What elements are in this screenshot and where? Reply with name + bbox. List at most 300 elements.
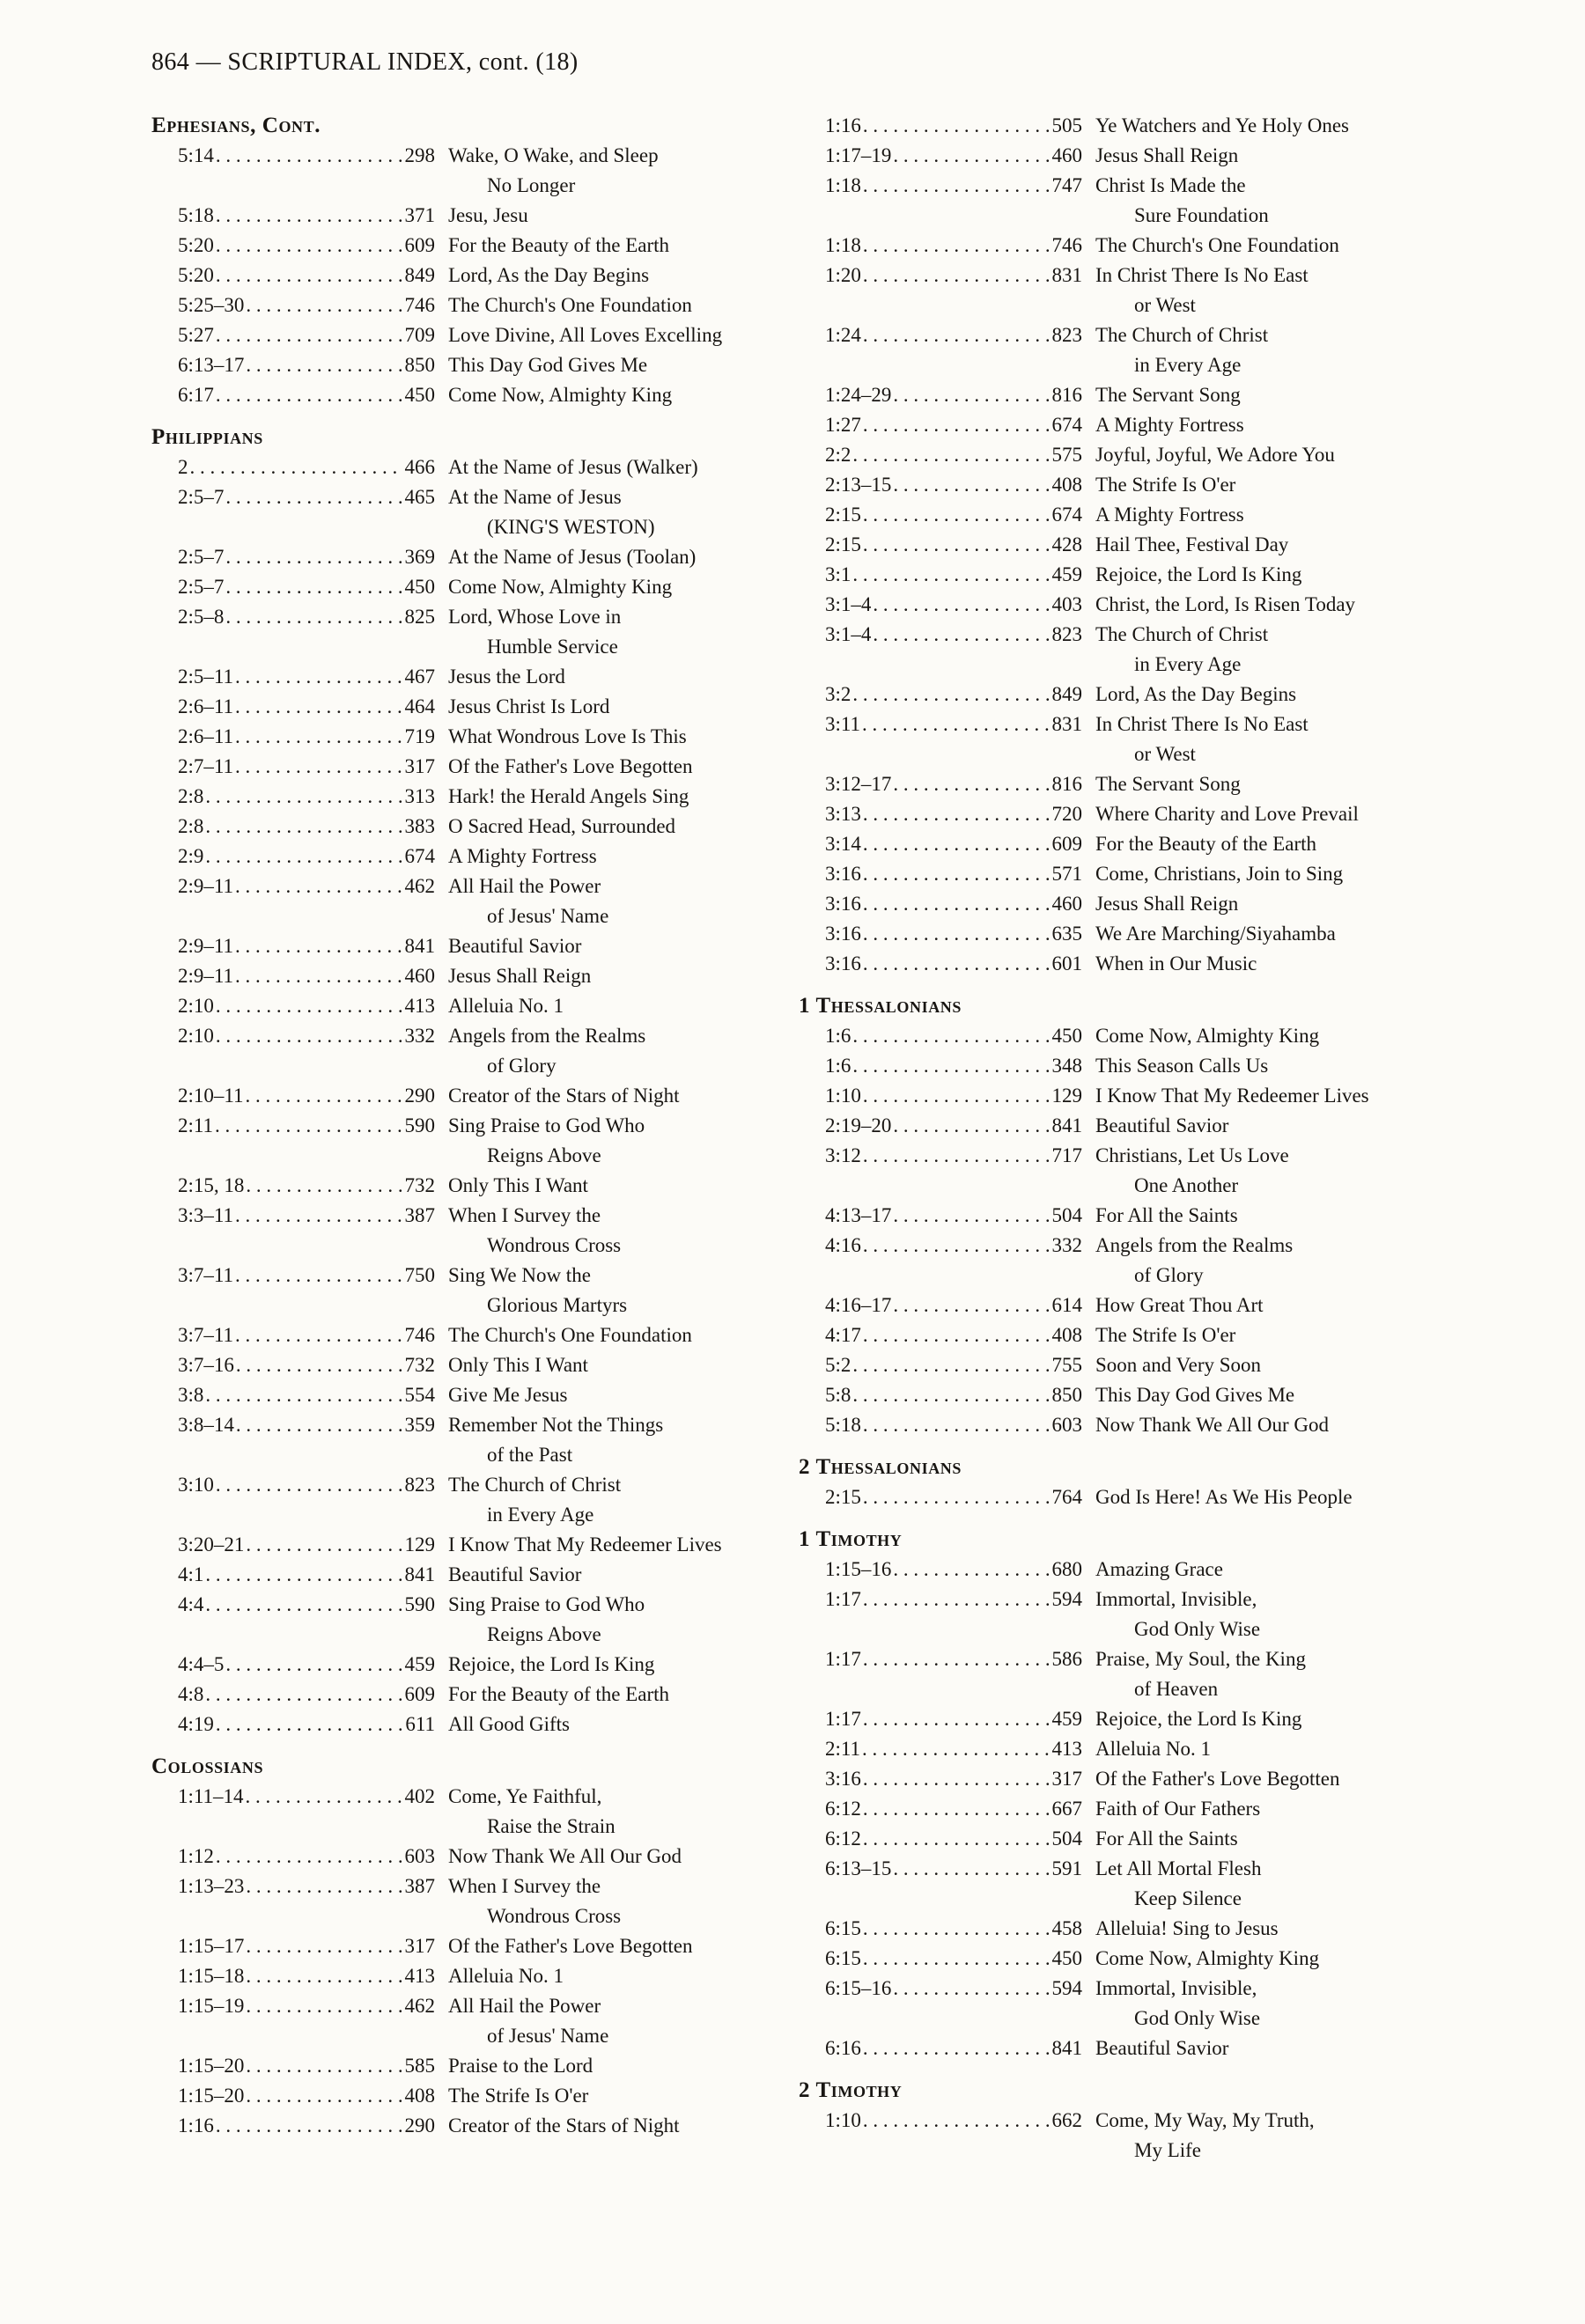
index-entry xyxy=(799,799,1507,829)
verse-reference: 5:18 xyxy=(825,1414,861,1436)
entry-lead xyxy=(825,1704,1082,1734)
entry-lead xyxy=(178,1171,435,1201)
verse-reference: 4:1 xyxy=(178,1563,204,1585)
hymn-title-line: The Strife Is O'er xyxy=(1095,1324,1236,1346)
hymn-title-line: What Wondrous Love Is This xyxy=(448,725,687,747)
index-entry xyxy=(799,859,1507,889)
page-number: 450 xyxy=(404,576,435,598)
index-entry xyxy=(799,470,1507,500)
dot-leader xyxy=(893,1291,1049,1320)
page-number: 369 xyxy=(404,546,435,568)
dot-leader xyxy=(863,1944,1050,1974)
hymn-title-line: Remember Not the Things xyxy=(448,1414,664,1436)
entry-lead xyxy=(825,1021,1082,1051)
entry-lead xyxy=(825,1410,1082,1440)
hymn-title-line: Of the Father's Love Begotten xyxy=(448,755,693,777)
index-column-right xyxy=(799,111,1507,2166)
index-entry xyxy=(799,710,1507,769)
verse-reference: 2:7–11 xyxy=(178,755,234,777)
hymn-title-line: Christians, Let Us Love xyxy=(1095,1144,1289,1166)
dot-leader xyxy=(863,410,1050,440)
dot-leader xyxy=(235,961,402,991)
hymn-title-line: Christ Is Made the xyxy=(1095,174,1246,196)
dot-leader xyxy=(216,1021,402,1051)
hymn-title xyxy=(448,231,778,261)
index-entry xyxy=(151,201,778,231)
hymn-title-line: When I Survey the xyxy=(448,1204,601,1226)
dot-leader xyxy=(236,1410,402,1440)
page-number: 825 xyxy=(404,606,435,628)
entry-lead xyxy=(178,1410,435,1440)
hymn-title xyxy=(448,1590,778,1650)
verse-reference: 3:14 xyxy=(825,833,861,855)
entry-lead xyxy=(178,261,435,290)
entry-lead xyxy=(825,440,1082,470)
dot-leader xyxy=(225,1650,402,1680)
page-number: 750 xyxy=(404,1264,435,1286)
entry-lead xyxy=(825,1081,1082,1111)
hymn-title-line: This Day God Gives Me xyxy=(1095,1384,1295,1406)
verse-reference: 2:5–11 xyxy=(178,666,234,688)
page-number: 298 xyxy=(404,144,435,166)
hymn-title-line: Come Now, Almighty King xyxy=(448,384,673,406)
hymn-title-line: A Mighty Fortress xyxy=(1095,504,1244,526)
page-number: 823 xyxy=(1051,324,1082,346)
hymn-title xyxy=(448,542,778,572)
hymn-title-line: At the Name of Jesus (Toolan) xyxy=(448,546,697,568)
index-entry xyxy=(799,1380,1507,1410)
entry-lead xyxy=(825,1051,1082,1081)
dot-leader xyxy=(225,542,402,572)
hymn-title-line: of the Past xyxy=(487,1444,573,1466)
hymn-title-line: Jesus Shall Reign xyxy=(448,965,592,987)
index-entry xyxy=(799,2034,1507,2063)
index-entry xyxy=(151,1842,778,1872)
page-number: 674 xyxy=(404,845,435,867)
dot-leader xyxy=(893,470,1049,500)
hymn-title xyxy=(1095,470,1507,500)
hymn-title-line: Angels from the Realms xyxy=(1095,1234,1294,1256)
index-entry xyxy=(799,410,1507,440)
entry-lead xyxy=(825,560,1082,590)
entry-lead xyxy=(178,452,435,482)
entry-lead xyxy=(178,1931,435,1961)
verse-reference: 2:8 xyxy=(178,815,204,837)
hymn-title xyxy=(1095,1764,1507,1794)
dot-leader xyxy=(863,111,1050,141)
page-number: 755 xyxy=(1051,1354,1082,1376)
verse-reference: 2:10–11 xyxy=(178,1085,244,1107)
hymn-title-line: Amazing Grace xyxy=(1095,1558,1223,1580)
dot-leader xyxy=(246,1872,402,1901)
hymn-title xyxy=(1095,1051,1507,1081)
page-number: 383 xyxy=(404,815,435,837)
hymn-title xyxy=(448,2081,778,2111)
hymn-title-line: Come, Christians, Join to Sing xyxy=(1095,863,1344,885)
verse-reference: 5:27 xyxy=(178,324,214,346)
hymn-title-line: Immortal, Invisible, xyxy=(1095,1588,1257,1610)
hymn-title-line: Glorious Martyrs xyxy=(487,1294,628,1316)
page-number: 603 xyxy=(404,1845,435,1867)
index-entry xyxy=(151,1560,778,1590)
index-entry xyxy=(151,1782,778,1842)
entry-lead xyxy=(825,1914,1082,1944)
dot-leader xyxy=(235,1201,402,1231)
page-number: 586 xyxy=(1051,1648,1082,1670)
verse-reference: 2:9–11 xyxy=(178,875,234,897)
entry-lead xyxy=(178,320,435,350)
entry-lead xyxy=(825,1794,1082,1824)
index-entry xyxy=(799,1944,1507,1974)
entry-lead xyxy=(178,380,435,410)
hymn-title xyxy=(448,1530,778,1560)
index-entry xyxy=(799,380,1507,410)
entry-lead xyxy=(178,141,435,171)
verse-reference: 1:17 xyxy=(825,1588,861,1610)
entry-lead xyxy=(178,482,435,512)
entry-lead xyxy=(825,1764,1082,1794)
page-number: 428 xyxy=(1051,533,1082,555)
index-entry xyxy=(799,1734,1507,1764)
index-entry xyxy=(799,620,1507,680)
entry-lead xyxy=(178,290,435,320)
page-number: 460 xyxy=(1051,893,1082,915)
hymn-title-line: Jesus Christ Is Lord xyxy=(448,695,610,717)
hymn-title-line: Of the Father's Love Begotten xyxy=(1095,1768,1340,1790)
hymn-title-line: Come, My Way, My Truth, xyxy=(1095,2109,1315,2131)
entry-lead xyxy=(825,1734,1082,1764)
page-number: 408 xyxy=(1051,1324,1082,1346)
verse-reference: 3:8–14 xyxy=(178,1414,234,1436)
page-number: 594 xyxy=(1051,1588,1082,1610)
verse-reference: 1:6 xyxy=(825,1055,851,1077)
page-number: 317 xyxy=(404,1935,435,1957)
dot-leader xyxy=(216,991,402,1021)
hymn-title xyxy=(1095,1081,1507,1111)
page-number: 462 xyxy=(404,875,435,897)
hymn-title-line: When I Survey the xyxy=(448,1875,601,1897)
verse-reference: 2:13–15 xyxy=(825,474,892,496)
page-number: 841 xyxy=(404,1563,435,1585)
index-entry xyxy=(799,680,1507,710)
hymn-title xyxy=(448,692,778,722)
dot-leader xyxy=(863,859,1050,889)
dot-leader xyxy=(863,320,1050,350)
dot-leader xyxy=(863,1824,1050,1854)
index-entry xyxy=(151,1081,778,1111)
page-number: 609 xyxy=(404,234,435,256)
hymn-title-line: For All the Saints xyxy=(1095,1828,1238,1850)
page-number: 554 xyxy=(404,1384,435,1406)
dot-leader xyxy=(893,1555,1049,1585)
hymn-title-line: Let All Mortal Flesh xyxy=(1095,1857,1262,1879)
dot-leader xyxy=(863,1231,1050,1261)
hymn-title xyxy=(1095,1555,1507,1585)
verse-reference: 3:1–4 xyxy=(825,593,872,615)
entry-lead xyxy=(825,231,1082,261)
hymn-title xyxy=(448,991,778,1021)
verse-reference: 3:1 xyxy=(825,563,851,585)
page-number: 590 xyxy=(404,1593,435,1615)
hymn-title xyxy=(1095,1231,1507,1291)
dot-leader xyxy=(863,1914,1050,1944)
entry-lead xyxy=(178,961,435,991)
hymn-title xyxy=(448,2051,778,2081)
hymn-title-line: The Church of Christ xyxy=(1095,623,1269,645)
page-number: 413 xyxy=(404,995,435,1017)
hymn-title xyxy=(1095,1201,1507,1231)
index-entry xyxy=(151,1261,778,1320)
hymn-title-line: Come, Ye Faithful, xyxy=(448,1785,602,1807)
verse-reference: 1:24 xyxy=(825,324,861,346)
verse-reference: 1:16 xyxy=(178,2114,214,2136)
hymn-title xyxy=(1095,560,1507,590)
hymn-title-line: of Jesus' Name xyxy=(487,905,609,927)
hymn-title-line: Jesus the Lord xyxy=(448,666,565,688)
hymn-title-line: I Know That My Redeemer Lives xyxy=(1095,1085,1369,1107)
index-section xyxy=(799,2076,1507,2166)
verse-reference: 4:13–17 xyxy=(825,1204,892,1226)
dot-leader xyxy=(863,231,1050,261)
verse-reference: 1:24–29 xyxy=(825,384,892,406)
hymn-title-line: I Know That My Redeemer Lives xyxy=(448,1533,722,1555)
page-number: 709 xyxy=(404,324,435,346)
hymn-title-line: Rejoice, the Lord Is King xyxy=(448,1653,655,1675)
dot-leader xyxy=(863,1585,1050,1614)
hymn-title xyxy=(448,482,778,542)
hymn-title-line: Hail Thee, Festival Day xyxy=(1095,533,1289,555)
index-entry xyxy=(799,1585,1507,1644)
entry-lead xyxy=(178,1590,435,1620)
hymn-title-line: For the Beauty of the Earth xyxy=(448,234,670,256)
page-number: 732 xyxy=(404,1354,435,1376)
dot-leader xyxy=(852,1350,1049,1380)
hymn-title xyxy=(448,1320,778,1350)
dot-leader xyxy=(246,1931,402,1961)
entry-lead xyxy=(825,410,1082,440)
dot-leader xyxy=(863,1644,1050,1674)
page-number: 823 xyxy=(1051,623,1082,645)
dot-leader xyxy=(873,590,1049,620)
page-number: 841 xyxy=(1051,2037,1082,2059)
index-entry xyxy=(799,440,1507,470)
verse-reference: 1:12 xyxy=(178,1845,214,1867)
index-entry xyxy=(151,482,778,542)
hymn-title-line: or West xyxy=(1134,743,1196,765)
index-entry xyxy=(799,1410,1507,1440)
hymn-title xyxy=(448,722,778,752)
page-number: 505 xyxy=(1051,114,1082,136)
entry-lead xyxy=(178,1021,435,1051)
dot-leader xyxy=(863,530,1050,560)
index-entry xyxy=(799,1764,1507,1794)
entry-lead xyxy=(825,620,1082,650)
dot-leader xyxy=(205,842,402,872)
page-number: 841 xyxy=(404,935,435,957)
hymn-title-line: Alleluia No. 1 xyxy=(1095,1738,1211,1760)
dot-leader xyxy=(863,1482,1050,1512)
verse-reference: 1:15–17 xyxy=(178,1935,245,1957)
entry-lead xyxy=(178,722,435,752)
index-entry xyxy=(799,2106,1507,2166)
dot-leader xyxy=(863,1141,1050,1171)
hymn-title-line: No Longer xyxy=(487,174,576,196)
index-section xyxy=(799,111,1507,979)
page-header: 864 — SCRIPTURAL INDEX, cont. (18) xyxy=(151,48,579,76)
index-entry xyxy=(151,290,778,320)
index-entry xyxy=(799,1141,1507,1201)
entry-lead xyxy=(825,799,1082,829)
index-entry xyxy=(151,1021,778,1081)
dot-leader xyxy=(893,1201,1049,1231)
dot-leader xyxy=(893,141,1049,171)
verse-reference: 1:6 xyxy=(825,1025,851,1047)
hymn-title xyxy=(448,290,778,320)
dot-leader xyxy=(216,141,402,171)
hymn-title xyxy=(1095,1320,1507,1350)
hymn-title-line: Praise to the Lord xyxy=(448,2055,593,2077)
entry-lead xyxy=(178,2051,435,2081)
hymn-title xyxy=(448,320,778,350)
index-entry xyxy=(151,1872,778,1931)
page-number: 680 xyxy=(1051,1558,1082,1580)
verse-reference: 1:15–20 xyxy=(178,2055,245,2077)
hymn-title xyxy=(448,1961,778,1991)
dot-leader xyxy=(216,2111,402,2141)
hymn-title-line: In Christ There Is No East xyxy=(1095,713,1309,735)
verse-reference: 2:15 xyxy=(825,504,861,526)
dot-leader xyxy=(235,872,402,901)
hymn-title-line: Beautiful Savior xyxy=(1095,1114,1229,1136)
hymn-title xyxy=(1095,1021,1507,1051)
dot-leader xyxy=(246,1961,402,1991)
verse-reference: 1:20 xyxy=(825,264,861,286)
hymn-title-line: Sing We Now the xyxy=(448,1264,591,1286)
verse-reference: 2:6–11 xyxy=(178,725,234,747)
section-heading: Ephesians, Cont. xyxy=(151,114,321,137)
entry-lead xyxy=(178,1111,435,1141)
index-columns xyxy=(151,111,1536,2166)
entry-lead xyxy=(825,1555,1082,1585)
page-number: 317 xyxy=(1051,1768,1082,1790)
hymn-title-line: Jesus Shall Reign xyxy=(1095,893,1239,915)
hymn-title-line: Come Now, Almighty King xyxy=(1095,1947,1320,1969)
dot-leader xyxy=(246,1991,402,2021)
dot-leader xyxy=(862,710,1049,739)
entry-lead xyxy=(178,1320,435,1350)
dot-leader xyxy=(235,662,402,692)
hymn-title xyxy=(448,1872,778,1931)
hymn-title xyxy=(448,1081,778,1111)
dot-leader xyxy=(893,1974,1049,2004)
verse-reference: 4:4–5 xyxy=(178,1653,225,1675)
hymn-title-line: Raise the Strain xyxy=(487,1815,616,1837)
verse-reference: 2:2 xyxy=(825,444,851,466)
page-number: 717 xyxy=(1051,1144,1082,1166)
page-number: 591 xyxy=(1051,1857,1082,1879)
dot-leader xyxy=(863,829,1050,859)
dot-leader xyxy=(225,482,402,512)
page-number: 460 xyxy=(1051,144,1082,166)
hymn-title-line: Beautiful Savior xyxy=(448,1563,582,1585)
section-heading: 1 Timothy xyxy=(799,1527,903,1551)
page-number: 719 xyxy=(404,725,435,747)
verse-reference: 2:10 xyxy=(178,995,214,1017)
index-entry xyxy=(151,991,778,1021)
entry-lead xyxy=(825,919,1082,949)
dot-leader xyxy=(205,1680,402,1710)
verse-reference: 6:13–17 xyxy=(178,354,245,376)
dot-leader xyxy=(893,1854,1049,1884)
hymn-title xyxy=(1095,829,1507,859)
page-number: 674 xyxy=(1051,504,1082,526)
index-entry xyxy=(151,602,778,662)
verse-reference: 4:4 xyxy=(178,1593,204,1615)
hymn-title xyxy=(1095,1141,1507,1201)
page-number: 720 xyxy=(1051,803,1082,825)
dot-leader xyxy=(863,1704,1050,1734)
dot-leader xyxy=(863,2106,1050,2136)
index-entry xyxy=(799,1291,1507,1320)
index-entry xyxy=(799,1350,1507,1380)
page-number: 746 xyxy=(404,1324,435,1346)
index-entry xyxy=(799,1081,1507,1111)
verse-reference: 3:12–17 xyxy=(825,773,892,795)
hymn-title-line: Now Thank We All Our God xyxy=(448,1845,682,1867)
verse-reference: 1:10 xyxy=(825,2109,861,2131)
entry-lead xyxy=(178,812,435,842)
hymn-title xyxy=(1095,1585,1507,1644)
entry-lead xyxy=(178,752,435,782)
verse-reference: 2:11 xyxy=(178,1114,214,1136)
page-number: 450 xyxy=(404,384,435,406)
page-number: 402 xyxy=(404,1785,435,1807)
hymn-title-line: This Season Calls Us xyxy=(1095,1055,1269,1077)
hymn-title-line: Only This I Want xyxy=(448,1354,588,1376)
hymn-title xyxy=(448,1380,778,1410)
verse-reference: 2 xyxy=(178,456,188,478)
index-entry xyxy=(151,350,778,380)
verse-reference: 3:3–11 xyxy=(178,1204,234,1226)
hymn-title xyxy=(1095,590,1507,620)
page-number: 816 xyxy=(1051,384,1082,406)
page-number: 403 xyxy=(1051,593,1082,615)
hymn-title xyxy=(1095,410,1507,440)
index-section xyxy=(799,1452,1507,1512)
hymn-title-line: The Church of Christ xyxy=(1095,324,1269,346)
hymn-title xyxy=(1095,1704,1507,1734)
dot-leader xyxy=(863,799,1050,829)
index-entry xyxy=(151,1710,778,1739)
hymn-title xyxy=(1095,769,1507,799)
hymn-title-line: Give Me Jesus xyxy=(448,1384,568,1406)
index-entry xyxy=(799,590,1507,620)
entry-lead xyxy=(178,602,435,632)
hymn-title xyxy=(448,1931,778,1961)
page-number: 348 xyxy=(1051,1055,1082,1077)
verse-reference: 4:8 xyxy=(178,1683,204,1705)
verse-reference: 6:15 xyxy=(825,1947,861,1969)
entry-lead xyxy=(178,1560,435,1590)
hymn-title xyxy=(448,961,778,991)
index-entry xyxy=(799,919,1507,949)
page-number: 290 xyxy=(404,1085,435,1107)
verse-reference: 3:8 xyxy=(178,1384,204,1406)
hymn-title-line: For the Beauty of the Earth xyxy=(1095,833,1317,855)
dot-leader xyxy=(863,949,1050,979)
section-heading: Philippians xyxy=(151,425,263,449)
page-number: 667 xyxy=(1051,1798,1082,1820)
